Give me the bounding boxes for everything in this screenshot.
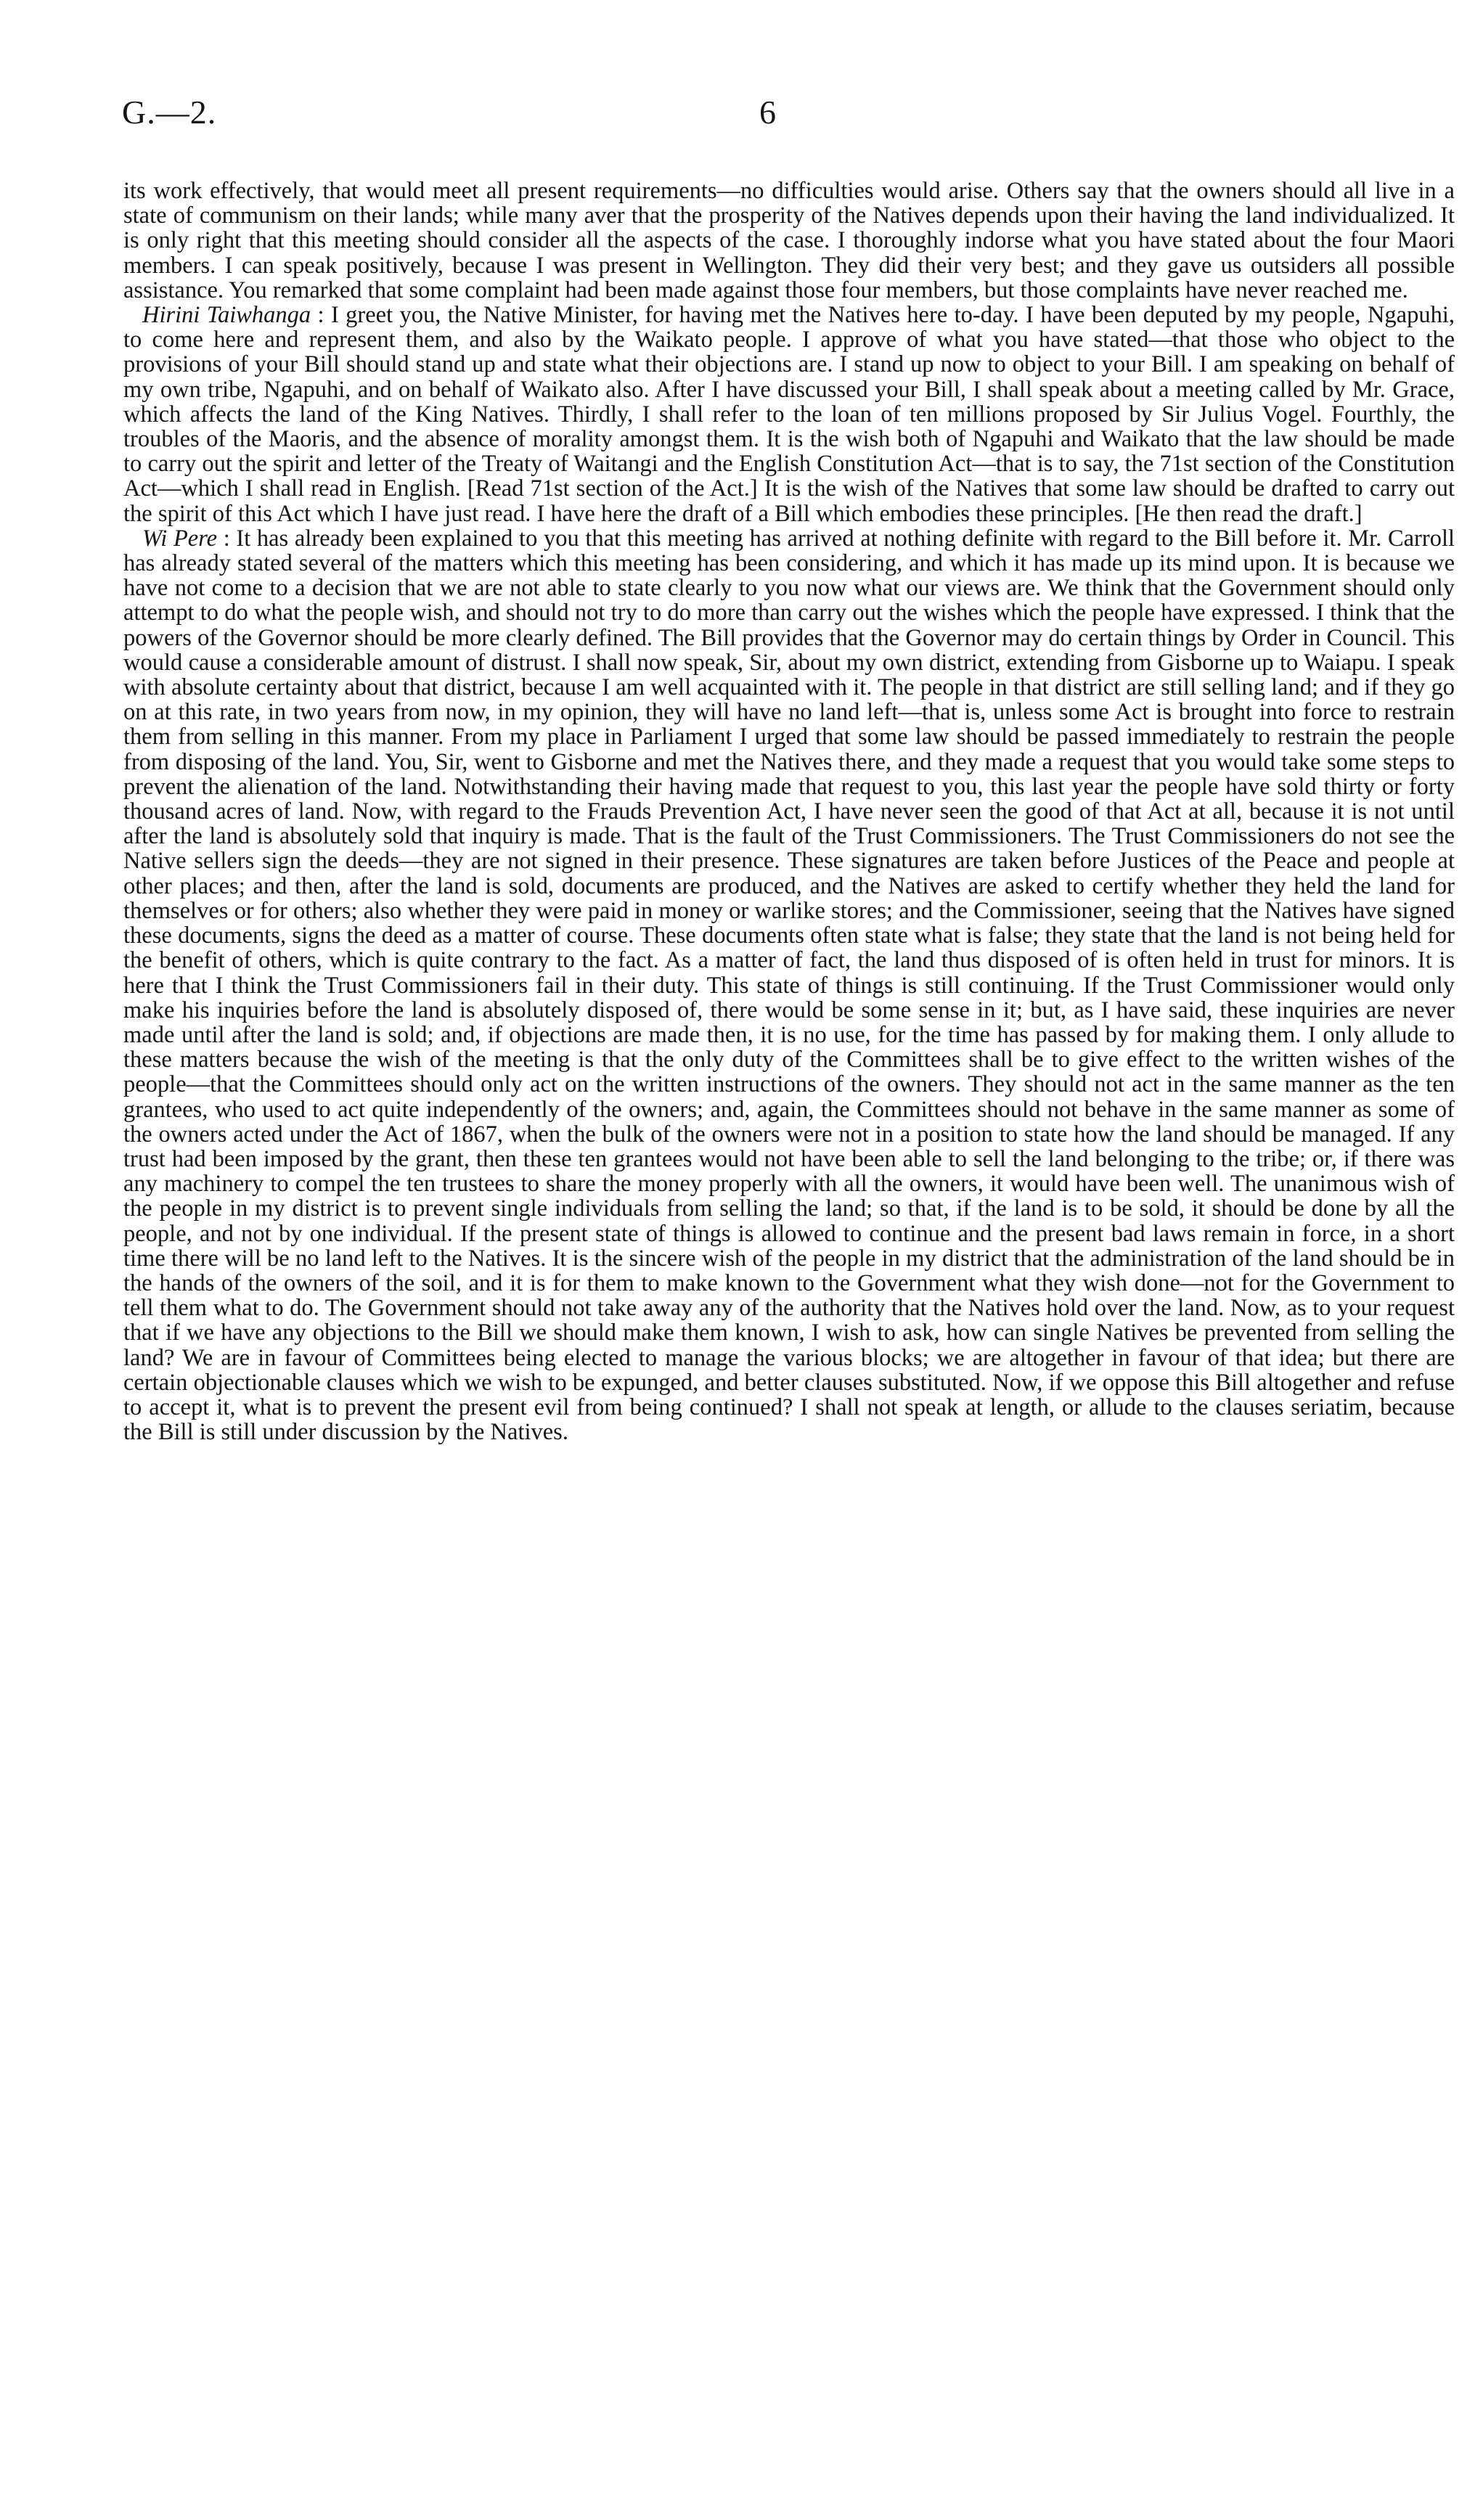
paragraph-continuation	[123, 179, 1455, 303]
speaker-separator: :	[217, 525, 237, 552]
speaker-name: Hirini Taiwhanga	[142, 302, 311, 329]
paragraph-text: I greet you, the Native Minister, for having met the Natives here to-day. I have been deputed by my people, Ngapuhi, to come here and represent them, and also by the Waikato people. I approve of what you have stated—that those who object to the provisions of your Bill should stand up and state what their objections are. I stand up now to object to your Bill. I am speaking on behalf of my own tribe, Ngapuhi, and on behalf of Waikato also. After I have discussed your Bill, I shall speak about a meeting called by Mr. Grace, which affects the land of the King Natives. Thirdly, I shall refer to the loan of ten millions proposed by Sir Julius Vogel. Fourthly, the troubles of the Maoris, and the absence of morality amongst them. It is the wish both of Ngapuhi and Waikato that the law should be made to carry out the spirit and letter of the Treaty of Waitangi and the English Constitution Act—that is to say, the 71st section of the Constitution Act—which I shall read in English. [Read 71st section of the Act.] It is the wish of the Natives that some law should be drafted to carry out the spirit of this Act which I have just read. I have here the draft of a Bill which embodies these principles. [He then read the draft.]	[123, 302, 1455, 527]
paragraph-text: It has already been explained to you that this meeting has arrived at nothing definite with regard to the Bill before it. Mr. Carroll has already stated several of the matters which this meeting has been considering, and which it has made up its mind upon. It is because we have not come to a decision that we are not able to state clearly to you now what our views are. We think that the Government should only attempt to do what the people wish, and should not try to do more than carry out the wishes which the people have expressed. I think that the powers of the Governor should be more clearly defined. The Bill provides that the Governor may do certain things by Order in Council. This would cause a considerable amount of distrust. I shall now speak, Sir, about my own district, extending from Gisborne up to Waiapu. I speak with absolute certainty about that district, because I am well acquainted with it. The people in that district are still selling land; and if they go on at this rate, in two years from now, in my opinion, they will have no land left—that is, unless some Act is brought into force to restrain them from selling in this manner. From my place in Parliament I urged that some law should be passed immediately to restrain the people from disposing of the land. You, Sir, went to Gisborne and met the Natives there, and they made a request that you would take some steps to prevent the alienation of the land. Notwithstanding their having made that request to you, this last year the people have sold thirty or forty thousand acres of land. Now, with regard to the Frauds Prevention Act, I have never seen the good of that Act at all, because it is not until after the land is absolutely sold that inquiry is made. That is the fault of the Trust Commissioners. The Trust Commissioners do not see the Native sellers sign the deeds—they are not signed in their presence. These signatures are taken before Justices of the Peace and people at other places; and then, after the land is sold, documents are produced, and the Natives are asked to certify whether they held the land for themselves or for others; also whether they were paid in money or warlike stores; and the Commissioner, seeing that the Natives have signed these documents, signs the deed as a matter of course. These documents often state what is false; they state that the land is not being held for the benefit of others, which is quite contrary to the fact. As a matter of fact, the land thus disposed of is often held in trust for minors. It is here that I think the Trust Commissioners fail in their duty. This state of things is still continuing. If the Trust Commissioner would only make his inquiries before the land is absolutely disposed of, there would be some sense in it; but, as I have said, these inquiries are never made until after the land is sold; and, if objections are made then, it is no use, for the time has passed by for making them. I only allude to these matters because the wish of the meeting is that the only duty of the Committees shall be to give effect to the written wishes of the people—that the Committees should only act on the written instructions of the owners. They should not act in the same manner as the ten grantees, who used to act quite independently of the owners; and, again, the Committees should not behave in the same manner as some of the owners acted under the Act of 1867, when the bulk of the owners were not in a position to state how the land should be managed. If any trust had been imposed by the grant, then these ten grantees would not have been able to sell the land belonging to the tribe; or, if there was any machinery to compel the ten trustees to share the money properly with all the owners, it would have been well. The unanimous wish of the people in my district is to prevent single individuals from selling the land; so that, if the land is to be sold, it should be done by all the people, and not by one individual. If the present state of things is allowed to continue and the present bad laws remain in force, in a short time there will be no land left to the Natives. It is the sincere wish of the people in my district that the administration of the land should be in the hands of the owners of the soil, and it is for them to make known to the Government what they wish done—not for the Government to tell them what to do. The Government should not take away any of the authority that the Natives hold over the land. Now, as to your request that if we have any objections to the Bill we should make them known, I wish to ask, how can single Natives be prevented from selling the land? We are in favour of Committees being elected to manage the various blocks; we are altogether in favour of that idea; but there are certain objectionable clauses which we wish to be expunged, and better clauses substituted. Now, if we oppose this Bill altogether and refuse to accept it, what is to prevent the present evil from being continued? I shall not speak at length, or allude to the clauses seriatim, because the Bill is still under discussion by the Natives.	[123, 525, 1455, 1446]
document-reference: G.—2.	[122, 94, 217, 131]
paragraph-wi-pere	[123, 526, 1455, 1445]
paragraph-text: its work effectively, that would meet all present requirements—no difficulties would arise. Others say that the owners should all live in a state of communism on their lands; while many aver that the prosperity of the Natives depends upon their having the land individualized. It is only right that this meeting should consider all the aspects of the case. I thoroughly indorse what you have stated about the four Maori members. I can speak positively, because I was present in Wellington. They did their very best; and they gave us outsiders all possible assistance. You remarked that some complaint had been made against those four members, but those complaints have never reached me.	[123, 178, 1455, 303]
page-header	[122, 93, 1458, 144]
speaker-separator: :	[311, 302, 331, 329]
paragraph-hirini-taiwhanga	[123, 303, 1455, 526]
body-text	[123, 179, 1455, 1444]
page-number: 6	[759, 94, 776, 131]
speaker-name: Wi Pere	[142, 525, 218, 552]
